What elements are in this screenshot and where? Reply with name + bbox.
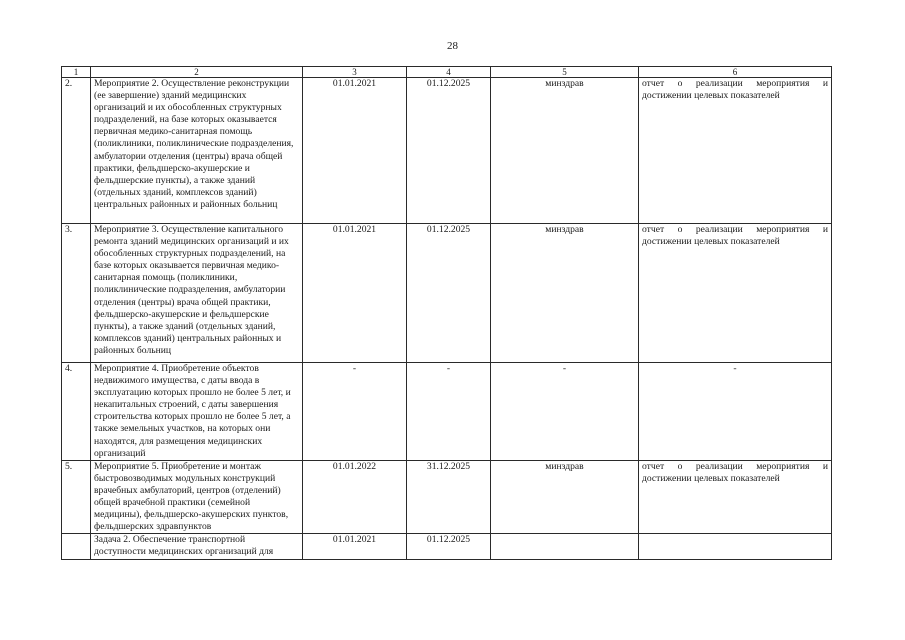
table-row <box>62 224 832 363</box>
responsible-executor: минздрав <box>491 78 639 224</box>
end-date: 01.12.2025 <box>407 534 491 559</box>
start-date: 01.01.2021 <box>303 224 407 363</box>
expected-result: отчет о реализации мероприятия и достижении целевых показателей <box>639 224 832 363</box>
table-row <box>62 534 832 559</box>
measure-description: Мероприятие 4. Приобретение объектов недвижимого имущества, с даты ввода в эксплуатацию которых прошло не более 5 лет, и некапитальных строений, с даты завершения строительства которых прошло не более 5 лет, а также земельных участков, на которых они находятся, для размещения медицинских организаций <box>91 363 303 461</box>
measure-description: Мероприятие 2. Осуществление реконструкции (ее завершение) зданий медицинских организаций и их обособленных структурных подразделений, на базе которых оказывается первичная медико-санитарная помощь (поликлиники, поликлинические подразделения, амбулатории отделения (центры) врача общей практики, фельдшерско-акушерские и фельдшерские пункты), а также зданий (отдельных зданий, комплексов зданий) центральных районных и районных больниц <box>91 78 303 224</box>
responsible-executor: минздрав <box>491 460 639 534</box>
table-row <box>62 363 832 461</box>
row-number: 4. <box>62 363 91 461</box>
measure-description: Мероприятие 3. Осуществление капитального ремонта зданий медицинских организаций и их обособленных структурных подразделений, на базе которых оказывается первичная медико-санитарная помощь (поликлиники, поликлинические подразделения, амбулатории отделения (центры) врача общей практики, фельдшерско-акушерские и фельдшерские пункты), а также зданий (отдельных зданий, комплексов зданий) центральных районных и районных больниц <box>91 224 303 363</box>
start-date: - <box>303 363 407 461</box>
row-number: 5. <box>62 460 91 534</box>
table-header-row <box>62 67 832 78</box>
column-header-1: 1 <box>62 67 91 78</box>
end-date: 01.12.2025 <box>407 78 491 224</box>
table-row <box>62 78 832 224</box>
expected-result: отчет о реализации мероприятия и достижении целевых показателей <box>639 460 832 534</box>
expected-result <box>639 534 832 559</box>
column-header-5: 5 <box>491 67 639 78</box>
column-header-4: 4 <box>407 67 491 78</box>
expected-result: отчет о реализации мероприятия и достижении целевых показателей <box>639 78 832 224</box>
column-header-2: 2 <box>91 67 303 78</box>
start-date: 01.01.2022 <box>303 460 407 534</box>
measure-description: Мероприятие 5. Приобретение и монтаж быстровозводимых модульных конструкций врачебных амбулаторий, центров (отделений) общей врачебной практики (семейной медицины), фельдшерско-акушерских пунктов, фельдшерских здравпунктов <box>91 460 303 534</box>
start-date: 01.01.2021 <box>303 534 407 559</box>
measures-table <box>61 66 832 560</box>
row-number: 3. <box>62 224 91 363</box>
column-header-3: 3 <box>303 67 407 78</box>
start-date: 01.01.2021 <box>303 78 407 224</box>
end-date: 31.12.2025 <box>407 460 491 534</box>
page-number: 28 <box>447 40 458 52</box>
responsible-executor: минздрав <box>491 224 639 363</box>
expected-result: - <box>639 363 832 461</box>
task-description: Задача 2. Обеспечение транспортной доступности медицинских организаций для <box>91 534 303 559</box>
end-date: - <box>407 363 491 461</box>
responsible-executor: - <box>491 363 639 461</box>
column-header-6: 6 <box>639 67 832 78</box>
row-number: 2. <box>62 78 91 224</box>
row-number <box>62 534 91 559</box>
table-row <box>62 460 832 534</box>
responsible-executor <box>491 534 639 559</box>
end-date: 01.12.2025 <box>407 224 491 363</box>
